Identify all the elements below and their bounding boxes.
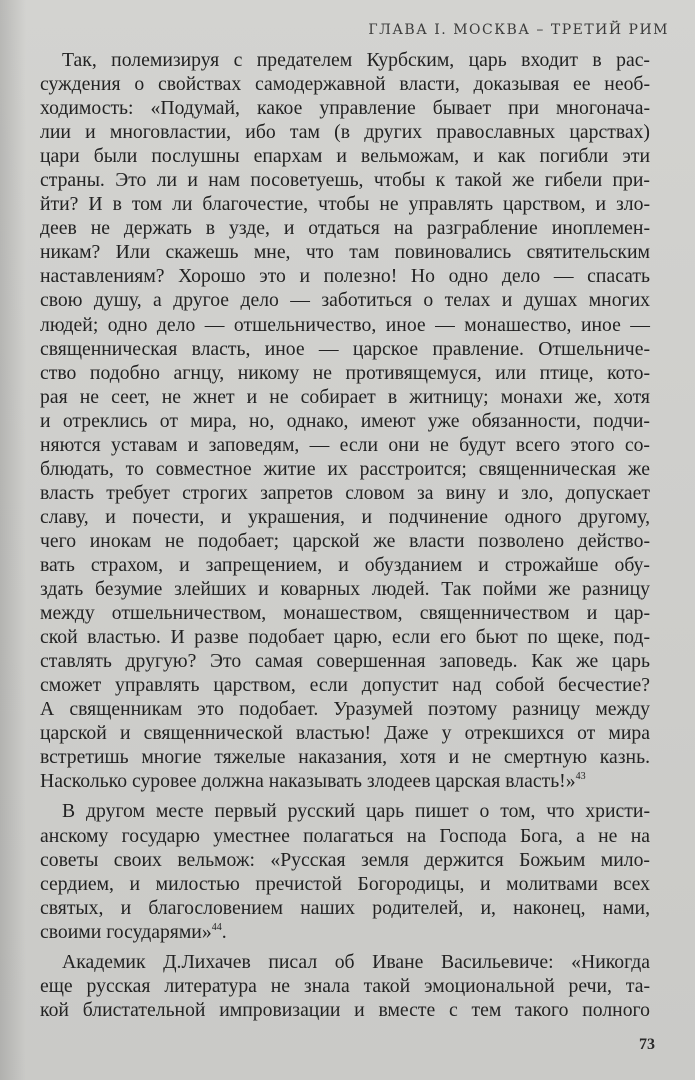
text-line: сможет управлять царством, если допустит над собой бесчестие?	[40, 674, 650, 697]
sentence-end: .	[221, 920, 227, 943]
text-line: людей; одно дело — отшельничество, иное — монашество, иное —	[40, 313, 650, 336]
text-line: деев не держать в узде, и отдаться на разграбление иноплемен-	[40, 217, 650, 240]
text-line: А священникам это подобает. Уразумей поэтому разницу между	[40, 698, 650, 721]
text-line: кой блистательной импровизации и вместе с тем такого полного	[40, 998, 650, 1021]
text-line: блюдать, то совместное житие их расстроится; священническая же	[40, 457, 650, 480]
text-line: здать безумие злейших и коварных людей. Так пойми же разницу	[40, 578, 650, 601]
text-line: ской властью. И разве подобает царю, если его бьют по щеке, под-	[40, 626, 650, 649]
text-line: В другом месте первый русский царь пишет о том, что христи-	[62, 800, 650, 823]
text-line: вать страхом, и запрещением, и обузданием и строжайше обу-	[40, 553, 650, 576]
text-line	[40, 769, 650, 793]
text-line: няются уставам и заповедям, — если они не будут всего этого со-	[40, 433, 650, 456]
text-line: свою душу, а другое дело — заботиться о телах и душах многих	[40, 289, 650, 312]
text-line: Так, полемизируя с предателем Курбским, царь входит в рас-	[62, 49, 650, 71]
text-line: еще русская литература не знала такой эмоциональной речи, та-	[40, 974, 650, 997]
text-line-content: Насколько суровее должна наказывать злодеев царская власть!»	[40, 770, 576, 793]
text-line: сердием, и милостью пречистой Богородицы, и молитвами всех	[40, 872, 650, 895]
text-line: между отшельничеством, монашеством, священничеством и цар-	[40, 602, 650, 625]
text-line: страны. Это ли и нам посоветуешь, чтобы к такой же гибели при-	[40, 169, 650, 192]
text-line: святых, и благословением наших родителей, и, наконец, нами,	[40, 896, 650, 919]
text-line: йти? И в том ли благочестие, чтобы не управлять царством, и зло-	[40, 193, 650, 216]
text-line: рая не сеет, не жнет и не собирает в житницу; монахи же, хотя	[40, 385, 650, 408]
text-line-content: своими государями»	[40, 920, 212, 943]
text-line: встретишь многие тяжелые наказания, хотя и не смертную казнь.	[40, 746, 650, 769]
text-line: анскому государю уместнее полагаться на Господа Бога, а не на	[40, 824, 650, 847]
text-line	[40, 920, 650, 944]
text-line: чего инокам не подобает; царской же власти позволено действо-	[40, 529, 650, 552]
text-line: власть требует строгих запретов словом за вину и зло, допускает	[40, 481, 650, 504]
text-line: ходимость: «Подумай, какое управление бывает при многонача-	[40, 97, 650, 120]
text-line: лии и многовластии, ибо там (в других православных царствах)	[40, 121, 650, 144]
paragraph-3	[40, 950, 650, 1022]
text-line: суждения о свойствах самодержавной власти, доказывая ее необ-	[40, 73, 650, 96]
text-line: ство подобно агнцу, никому не противящемуся, или птице, кото-	[40, 361, 650, 384]
text-line: Академик Д.Лихачев писал об Иване Васильевиче: «Никогда	[62, 950, 650, 973]
page-gutter-shadow	[0, 0, 26, 1080]
footnote-marker: 44	[211, 921, 222, 933]
text-line: наставлениям? Хорошо это и полезно! Но одно дело — спасать	[40, 265, 650, 288]
text-line: священническая власть, иное — царское правление. Отшельниче-	[40, 337, 650, 360]
text-line: и отреклись от мира, но, однако, имеют уже обязанности, подчи-	[40, 409, 650, 432]
footnote-marker: 43	[575, 771, 586, 783]
body-text	[40, 48, 650, 1022]
text-line: цари были послушны епархам и вельможам, и как погибли эти	[40, 145, 650, 168]
text-line: никам? Или скажешь мне, что там повиновались святительским	[40, 241, 650, 264]
text-line: ставлять другую? Это самая совершенная заповедь. Как же царь	[40, 650, 650, 673]
text-line: славу, и почести, и украшения, и подчинение одного другому,	[40, 505, 650, 528]
running-header: ГЛАВА I. МОСКВА – ТРЕТИЙ РИМ	[368, 22, 669, 38]
paragraph-2	[40, 799, 650, 943]
page-number: 73	[639, 1036, 655, 1053]
text-line: царской и священнической властью! Даже у отрекшихся от мира	[40, 722, 650, 745]
paragraph-1	[40, 48, 650, 793]
text-line: советы своих вельмож: «Русская земля держится Божьим мило-	[40, 848, 650, 871]
